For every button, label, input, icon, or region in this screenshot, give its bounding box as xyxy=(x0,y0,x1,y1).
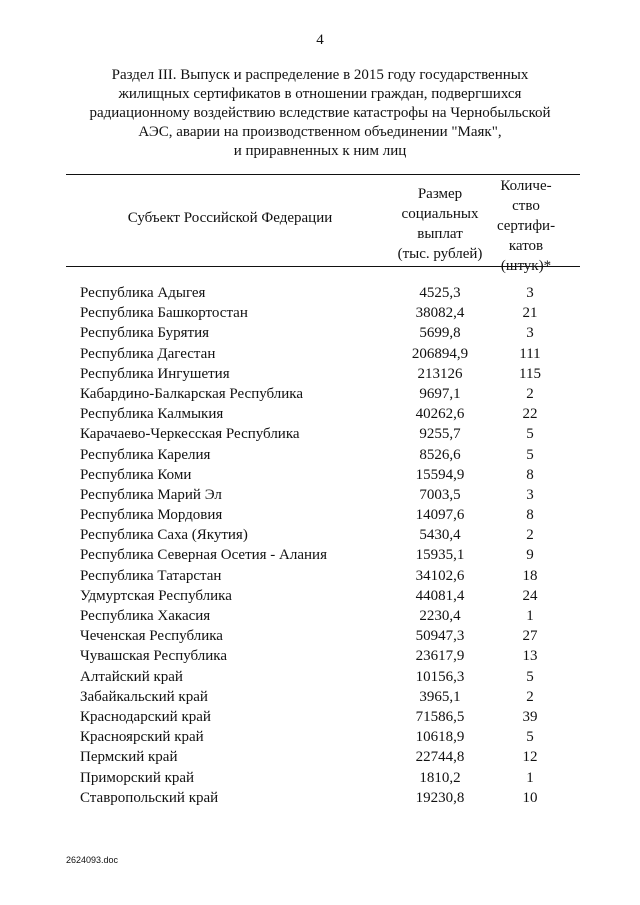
table-row xyxy=(0,404,640,424)
region-name-cell: Ставропольский край xyxy=(80,789,219,806)
column-header-count-line: катов xyxy=(508,238,544,254)
count-cell: 2 xyxy=(526,527,534,544)
region-name-cell: Республика Татарстан xyxy=(80,567,222,584)
count-cell: 2 xyxy=(526,385,534,402)
column-header-count-line: сертифи- xyxy=(496,218,556,234)
table-header-rule xyxy=(66,266,580,267)
table-row xyxy=(0,707,640,727)
count-cell: 1 xyxy=(526,608,534,624)
count-cell: 115 xyxy=(519,365,541,382)
table-body xyxy=(0,283,640,808)
table-row xyxy=(0,303,640,323)
region-name-cell: Приморский край xyxy=(80,769,195,786)
count-cell: 13 xyxy=(522,648,538,665)
region-name-cell: Республика Башкортостан xyxy=(80,305,248,322)
column-header-amount-line: социальных xyxy=(401,206,479,222)
count-cell: 9 xyxy=(526,547,534,564)
column-header-amount-line: Размер xyxy=(417,186,463,202)
table-row xyxy=(0,606,640,626)
amount-cell: 40262,6 xyxy=(415,406,465,423)
section-heading xyxy=(60,66,580,161)
amount-cell: 213126 xyxy=(417,365,463,382)
column-header-amount-line: (тыс. рублей) xyxy=(397,246,483,262)
table-row xyxy=(0,747,640,767)
region-name-cell: Республика Адыгея xyxy=(80,285,206,301)
table-row xyxy=(0,424,640,444)
table-row xyxy=(0,283,640,303)
column-header-count xyxy=(486,176,566,276)
table-row xyxy=(0,384,640,404)
column-header-amount-line: выплат xyxy=(417,226,463,242)
region-name-cell: Республика Саха (Якутия) xyxy=(80,527,248,544)
table-row xyxy=(0,768,640,788)
file-name-footer: 2624093.doc xyxy=(66,855,119,865)
amount-cell: 2230,4 xyxy=(419,608,461,624)
region-name-cell: Кабардино-Балкарская Республика xyxy=(80,385,304,402)
heading-line: и приравненных к ним лиц xyxy=(233,143,407,159)
amount-cell: 10618,9 xyxy=(415,729,465,746)
column-header-amount xyxy=(388,184,492,264)
region-name-cell: Республика Мордовия xyxy=(80,507,223,524)
amount-cell: 71586,5 xyxy=(415,708,465,725)
table-row xyxy=(0,727,640,747)
count-cell: 12 xyxy=(522,749,538,766)
count-cell: 5 xyxy=(526,426,534,443)
table-row xyxy=(0,687,640,707)
amount-cell: 10156,3 xyxy=(415,668,465,685)
table-row xyxy=(0,626,640,646)
region-name-cell: Алтайский край xyxy=(80,668,183,685)
table-top-rule xyxy=(66,174,580,175)
table-row xyxy=(0,344,640,364)
region-name-cell: Чеченская Республика xyxy=(80,628,223,645)
amount-cell: 15935,1 xyxy=(415,547,465,564)
region-name-cell: Республика Ингушетия xyxy=(80,365,230,382)
count-cell: 1 xyxy=(526,769,534,786)
count-cell: 27 xyxy=(522,628,538,645)
table-row xyxy=(0,465,640,485)
table-row xyxy=(0,586,640,606)
table-row xyxy=(0,525,640,545)
amount-cell: 5430,4 xyxy=(419,527,461,544)
region-name-cell: Забайкальский край xyxy=(80,688,208,705)
count-cell: 8 xyxy=(526,507,534,524)
region-name-cell: Республика Дагестан xyxy=(80,345,216,362)
region-name-cell: Республика Коми xyxy=(80,466,192,483)
amount-cell: 8526,6 xyxy=(419,446,461,463)
table-row xyxy=(0,667,640,687)
region-name-cell: Республика Хакасия xyxy=(80,608,211,624)
region-name-cell: Удмуртская Республика xyxy=(80,587,232,604)
amount-cell: 50947,3 xyxy=(415,628,465,645)
region-name-cell: Республика Марий Эл xyxy=(80,486,222,503)
table-row xyxy=(0,445,640,465)
table-row xyxy=(0,323,640,343)
amount-cell: 44081,4 xyxy=(415,587,465,604)
column-header-subject xyxy=(80,208,380,228)
amount-cell: 23617,9 xyxy=(415,648,465,665)
region-name-cell: Республика Бурятия xyxy=(80,325,210,342)
table-row xyxy=(0,364,640,384)
heading-line: АЭС, аварии на производственном объединении "Маяк", xyxy=(138,124,502,140)
column-header-count-line: ство xyxy=(512,198,540,214)
count-cell: 39 xyxy=(522,708,538,725)
count-cell: 10 xyxy=(522,789,538,806)
count-cell: 2 xyxy=(526,688,534,705)
count-cell: 5 xyxy=(526,446,534,463)
table-row xyxy=(0,505,640,525)
table-row xyxy=(0,566,640,586)
region-name-cell: Республика Северная Осетия - Алания xyxy=(80,547,327,564)
table-row xyxy=(0,646,640,666)
amount-cell: 7003,5 xyxy=(419,486,461,503)
region-name-cell: Республика Карелия xyxy=(80,446,211,463)
amount-cell: 38082,4 xyxy=(415,305,465,322)
table-row xyxy=(0,485,640,505)
count-cell: 3 xyxy=(526,486,534,503)
region-name-cell: Пермский край xyxy=(80,749,178,766)
amount-cell: 206894,9 xyxy=(411,345,469,362)
heading-line: Раздел III. Выпуск и распределение в 2015 году государственных xyxy=(111,67,529,83)
count-cell: 3 xyxy=(526,325,534,342)
column-header-subject-text: Субъект Российской Федерации xyxy=(127,210,333,226)
table-row xyxy=(0,788,640,808)
count-cell: 22 xyxy=(522,406,538,423)
count-cell: 3 xyxy=(526,285,534,301)
amount-cell: 34102,6 xyxy=(415,567,465,584)
column-header-count-line: (штук)* xyxy=(500,258,552,274)
amount-cell: 1810,2 xyxy=(419,769,461,786)
page-number: 4 xyxy=(316,32,324,48)
region-name-cell: Красноярский край xyxy=(80,729,204,746)
amount-cell: 19230,8 xyxy=(415,789,465,806)
amount-cell: 14097,6 xyxy=(415,507,465,524)
count-cell: 18 xyxy=(522,567,538,584)
count-cell: 5 xyxy=(526,668,534,685)
region-name-cell: Карачаево-Черкесская Республика xyxy=(80,426,300,443)
region-name-cell: Республика Калмыкия xyxy=(80,406,224,423)
count-cell: 5 xyxy=(526,729,534,746)
count-cell: 8 xyxy=(526,466,534,483)
count-cell: 24 xyxy=(522,587,538,604)
heading-line: жилищных сертификатов в отношении граждан, подвергшихся xyxy=(118,86,522,102)
region-name-cell: Чувашская Республика xyxy=(80,648,228,665)
amount-cell: 3965,1 xyxy=(419,688,461,705)
amount-cell: 15594,9 xyxy=(415,466,465,483)
count-cell: 21 xyxy=(522,305,538,322)
region-name-cell: Краснодарский край xyxy=(80,708,211,725)
heading-line: радиационному воздействию вследствие катастрофы на Чернобыльской xyxy=(89,105,551,121)
count-cell: 111 xyxy=(519,345,541,362)
amount-cell: 5699,8 xyxy=(419,325,461,342)
amount-cell: 9697,1 xyxy=(419,385,461,402)
table-row xyxy=(0,545,640,565)
amount-cell: 4525,3 xyxy=(419,285,461,301)
amount-cell: 22744,8 xyxy=(415,749,465,766)
amount-cell: 9255,7 xyxy=(419,426,461,443)
column-header-count-line: Количе- xyxy=(500,178,552,194)
